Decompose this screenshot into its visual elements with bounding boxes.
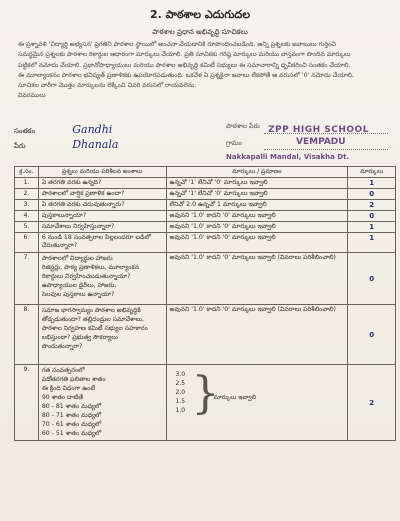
row-score xyxy=(348,253,396,305)
school-stamp: ZPP HIGH SCHOOL xyxy=(268,125,369,135)
score-value: 1 xyxy=(369,234,375,242)
row-number: 6. xyxy=(15,233,39,253)
brace-value: 2.5 xyxy=(175,380,186,387)
row-question: పుస్తకాలున్నాయా? xyxy=(38,211,166,222)
brace-value: 1.0 xyxy=(175,407,186,414)
row-score xyxy=(348,222,396,233)
intro-paragraph xyxy=(18,40,390,102)
signature-row xyxy=(14,123,112,137)
table-row xyxy=(15,365,396,441)
row-number: 9. xyxy=(15,365,39,441)
brace-label: మార్కులు ఇవ్వాలి xyxy=(213,394,256,401)
row-criteria: అవునని '1.0' కాదని '0' మార్కులు ఇవ్వాలి (వివరాలు పరిశీలించాలి) xyxy=(166,253,348,305)
question-line: 80 - 71 శాతం మధ్యలో xyxy=(41,412,102,419)
page-subtitle: పాఠశాల ప్రధాన అభివృద్ధి సూచికలు xyxy=(152,28,248,36)
signature-label: సంతకం xyxy=(14,127,36,135)
row-criteria: అవునని '1.0' కాదని '0' మార్కులు ఇవ్వాలి xyxy=(166,233,348,253)
question-line: పదోతరగతి ఫలితాల శాతం xyxy=(41,376,106,383)
question-line: గత సంవత్సరంలో xyxy=(41,367,85,374)
row-question xyxy=(38,305,166,365)
intro-line: పట్టికలో నమోదు చేయాలి. ప్రధానోపాధ్యాయులు మరియు పాఠశాల అభివృద్ధి కమిటీ సభ్యులు ఈ సమాచారాన్ని ధృవీకరించి సంతకం చేయాలి. xyxy=(18,61,351,69)
marks-bracket-group xyxy=(170,366,345,436)
question-line: 60 - 51 శాతం మధ్యలో xyxy=(41,430,102,437)
row-question: ఏ తరగతి వరకు చదువుతున్నారు? xyxy=(38,200,166,211)
row-criteria: ఉన్నచో '1' లేనిచో '0' మార్కులు ఇవ్వాలి xyxy=(166,189,348,200)
row-number: 7. xyxy=(15,253,39,305)
village-label: గ్రామం xyxy=(226,139,242,147)
handwritten-signature: Gandhi xyxy=(72,123,113,136)
brace-value: 3.0 xyxy=(175,371,186,378)
question-line: 80 - 81 శాతం మధ్యలో xyxy=(41,403,102,410)
score-value: 2 xyxy=(369,398,375,407)
score-value: 0 xyxy=(369,274,375,283)
score-value: 1 xyxy=(369,223,375,231)
row-criteria: లేనిచో 2.0 ఉన్నచో 1 మార్కులు ఇవ్వాలి xyxy=(166,200,348,211)
name-row xyxy=(14,138,118,152)
row-score xyxy=(348,178,396,189)
question-line: తోడ్పడుతుందా? తల్లిదండ్రుల సమావేశాలు, xyxy=(41,316,144,323)
village-stamp: VEMPADU xyxy=(296,137,346,147)
row-question: 6 నుండి 18 సంవత్సరాల పిల్లలందరూ బడిలో చేరుతున్నారా? xyxy=(38,233,166,253)
intro-line: సమర్థమైన ప్రశ్నలకు పాఠశాల రికార్డుల ఆధారంగా మార్కులు వేయాలి. ప్రతి సూచికకు గరిష్ఠ మార్కులు మరియు వాస్తవంగా పొందిన మార్కులు xyxy=(18,51,351,59)
row-score xyxy=(348,305,396,365)
intro-line: ఈ మూల్యాంకనం పాఠశాల భవిష్యత్ ప్రణాళికకు ఉపయోగపడుతుంది. ఒకవేళ ఏ ప్రశ్నకైనా జవాబు లేకపోతే ఆ వరుసలో '0' నమోదు చేయాలి. xyxy=(18,71,354,79)
table-row xyxy=(15,178,396,189)
row-criteria: అవునని '1.0' కాదని '0' మార్కులు ఇవ్వాలి xyxy=(166,222,348,233)
intro-line: సూచికల వారీగా మొత్తం మార్కులను లెక్కించి చివరి వరుసలో రాయవలెను. xyxy=(18,82,197,90)
handwritten-name: Dhanala xyxy=(72,138,119,151)
row-question: సమావేశాలు నిర్వహిస్తున్నారా? xyxy=(38,222,166,233)
question-line: పాఠశాల నిర్వహణ కమిటీ సభ్యుల సహకారం xyxy=(41,325,148,332)
row-question: ఏ తరగతి వరకు ఉన్నది? xyxy=(38,178,166,189)
score-value: 1 xyxy=(369,179,375,187)
row-score xyxy=(348,233,396,253)
row-score xyxy=(348,189,396,200)
row-question xyxy=(38,253,166,305)
row-criteria xyxy=(166,365,348,441)
question-line: పొందుతున్నారా? xyxy=(41,343,83,350)
row-number: 8. xyxy=(15,305,39,365)
assessment-table xyxy=(14,166,396,441)
header-question: ప్రశ్నలు మరియు పరిశీలన అంశాలు xyxy=(38,167,166,178)
row-criteria: ఉన్నచో '1' లేనిచో '0' మార్కులు ఇవ్వాలి xyxy=(166,178,348,189)
score-value: 2 xyxy=(369,201,375,209)
table-row xyxy=(15,222,396,233)
score-value: 0 xyxy=(369,330,375,339)
question-line: రిజిస్టర్లు, పాఠ్య ప్రణాళికలు, మూల్యాంకన xyxy=(41,264,140,271)
score-value: 0 xyxy=(369,212,375,220)
school-name-label: పాఠశాల పేరు xyxy=(226,122,260,130)
row-criteria: అవునని '1.0' కాదని '0' మార్కులు ఇవ్వాలి xyxy=(166,211,348,222)
question-line: రికార్డులు నిర్వహించబడుతున్నాయా? xyxy=(41,273,131,280)
table-header-row xyxy=(15,167,396,178)
row-score xyxy=(348,200,396,211)
name-label: పేరు xyxy=(14,142,26,150)
brace-values xyxy=(176,370,186,415)
row-score xyxy=(348,211,396,222)
table-row xyxy=(15,253,396,305)
row-question: పాఠశాలలో వార్షిక ప్రణాళిక ఉందా? xyxy=(38,189,166,200)
row-number: 5. xyxy=(15,222,39,233)
question-line: 70 - 61 శాతం మధ్యలో xyxy=(41,421,102,428)
row-number: 4. xyxy=(15,211,39,222)
row-score xyxy=(348,365,396,441)
table-row xyxy=(15,305,396,365)
question-line: 90 శాతం దాటితే xyxy=(41,394,84,401)
row-question xyxy=(38,365,166,441)
row-number: 2. xyxy=(15,189,39,200)
question-line: సెలవుల పుస్తకాలు ఉన్నాయా? xyxy=(41,291,115,298)
table-row xyxy=(15,189,396,200)
row-number: 1. xyxy=(15,178,39,189)
header-serial: క్ర.సం. xyxy=(15,167,39,178)
table-row xyxy=(15,211,396,222)
mandal-stamp: Nakkapalli Mandal, Visakha Dt. xyxy=(226,153,350,161)
table-row xyxy=(15,233,396,253)
question-line: ఉపాధ్యాయుల డైరీలు, హాజరు, xyxy=(41,282,117,289)
question-line: పాఠశాలలో విద్యార్థుల హాజరు xyxy=(41,255,113,262)
score-value: 0 xyxy=(369,190,375,198)
intro-last-word: వివరములు xyxy=(18,92,46,100)
question-line: సమాజ భాగస్వామ్యం పాఠశాల అభివృద్ధికి xyxy=(41,307,141,314)
question-line: ఈ క్రింది విధంగా ఉంటే xyxy=(41,385,96,392)
curly-brace-icon: } xyxy=(191,368,220,419)
page-title: 2. పాఠశాల ఎదుగుదల xyxy=(149,8,251,21)
brace-value: 2.0 xyxy=(175,389,186,396)
brace-value: 1.5 xyxy=(175,398,186,405)
village-line xyxy=(264,149,388,150)
question-line: లభిస్తుందా? ప్రభుత్వ సౌకర్యాలు xyxy=(41,334,118,341)
row-number: 3. xyxy=(15,200,39,211)
header-marks: మార్కులు xyxy=(348,167,396,178)
header-criteria: మార్కులు / ప్రమాణం xyxy=(166,167,348,178)
table-row xyxy=(15,200,396,211)
row-criteria: అవునని '1.0' కాదని '0' మార్కులు ఇవ్వాలి (వివరాలు పరిశీలించాలి) xyxy=(166,305,348,365)
intro-line: ఈ ప్రశ్నావళి 'విద్యార్థి అభ్యసన' ప్రగతిని పాఠశాల స్థాయిలో అంచనా వేయడానికి రూపొందించబడింది. అన్ని ప్రశ్నలకు జవాబులు గుర్తించి xyxy=(18,41,336,48)
